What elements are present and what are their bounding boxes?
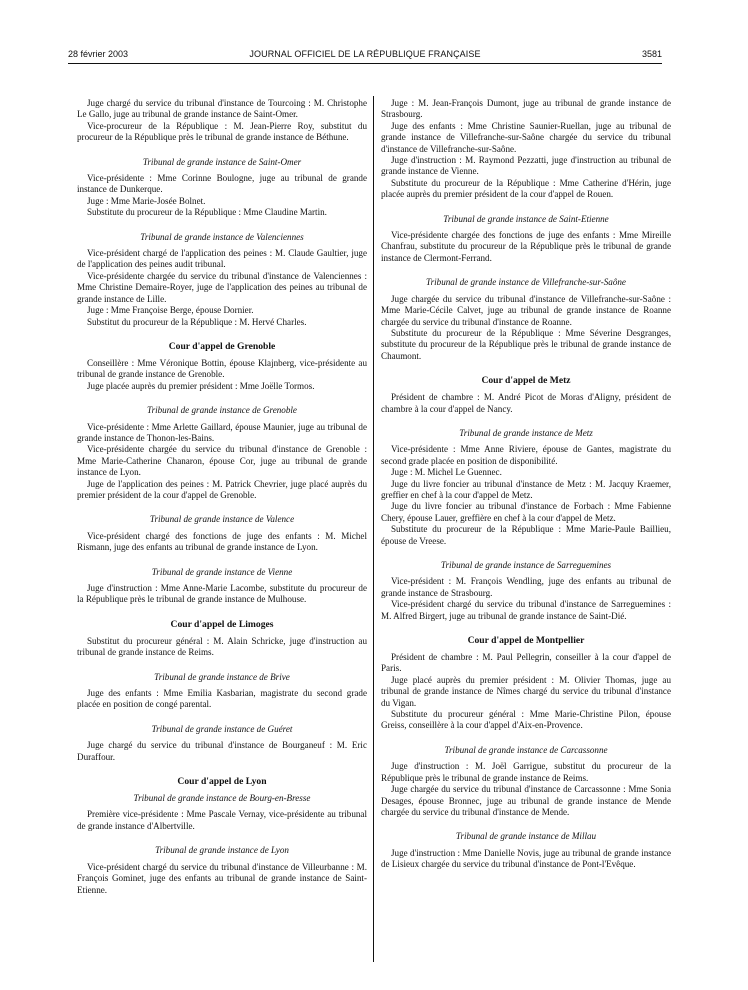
page-header	[68, 47, 662, 63]
paragraph: Juge des enfants : Mme Christine Saunier-Ruellan, juge au tribunal de grande instance de Villefranche-sur-Saône chargée du service du tribunal d'instance de Villefranche-sur-Saône.	[381, 120, 671, 154]
paragraph: Juge de l'application des peines : M. Patrick Chevrier, juge placé auprès du premier président de la cour d'appel de Grenoble.	[77, 478, 367, 500]
paragraph: Conseillère : Mme Véronique Bottin, épouse Klajnberg, vice-présidente au tribunal de grande instance de Grenoble.	[77, 357, 367, 380]
tribunal-heading: Tribunal de grande instance de Vienne	[151, 566, 293, 577]
tribunal-heading: Tribunal de grande instance de Saint-Etienne	[443, 213, 609, 224]
tribunal-heading: Tribunal de grande instance de Saint-Omer	[142, 156, 302, 167]
tribunal-heading: Tribunal de grande instance de Sarreguemines	[440, 560, 612, 570]
paragraph: Vice-présidente chargée des fonctions de juge des enfants : Mme Mireille Chanfrau, substitute du procureur de la République près le tribunal de grande instance de Clermont-Ferrand.	[381, 230, 671, 263]
paragraph: Vice-présidente chargée du service du tribunal d'instance de Grenoble : Mme Marie-Catherine Chanaron, épouse Cor, juge au tribunal de grande instance de Lyon.	[77, 444, 367, 478]
issue-date: 28 février 2003	[68, 49, 129, 59]
paragraph: Vice-procureur de la République : M. Jean-Pierre Roy, substitut du procureur de la République près le tribunal de grande instance de Béthune.	[77, 120, 367, 143]
paragraph: Juge : M. Jean-François Dumont, juge au tribunal de grande instance de Strasbourg.	[381, 98, 671, 120]
paragraph: Première vice-présidente : Mme Pascale Vernay, vice-présidente au tribunal de grande instance d'Albertville.	[77, 809, 367, 831]
paragraph: Juge chargé du service du tribunal d'instance de Bourganeuf : M. Eric Duraffour.	[77, 740, 367, 762]
paragraph: Juge chargée du service du tribunal d'instance de Carcassonne : Mme Sonia Desages, épouse Bronnec, juge au tribunal de grande instance de Mende chargée du service du tribunal d'instance de Mende.	[381, 784, 671, 817]
paragraph: Juge : M. Michel Le Guennec.	[391, 467, 502, 478]
paragraph: Vice-président : M. François Wendling, juge des enfants au tribunal de grande instance de Strasbourg.	[381, 576, 671, 598]
paragraph: Juge d'instruction : M. Raymond Pezzatti, juge d'instruction au tribunal de grande instance de Vienne.	[381, 155, 671, 177]
tribunal-heading: Tribunal de grande instance de Valence	[149, 514, 295, 525]
tribunal-heading: Tribunal de grande instance de Valenciennes	[140, 231, 304, 242]
paragraph: Juge d'instruction : Mme Anne-Marie Lacombe, substitute du procureur de la République près le tribunal de grande instance de Mulhouse.	[77, 583, 367, 605]
paragraph: Juge chargé du service du tribunal d'instance de Tourcoing : M. Christophe Le Gallo, juge au tribunal de grande instance de Saint-Omer.	[77, 98, 367, 120]
paragraph: Substitute du procureur de la République : Mme Séverine Desgranges, substitute du procureur de la République près le tribunal de grande instance de Chaumont.	[381, 327, 671, 361]
paragraph: Substitut du procureur de la République : M. Hervé Charles.	[87, 316, 307, 327]
tribunal-heading: Tribunal de grande instance de Metz	[459, 427, 593, 438]
paragraph: Substitute du procureur de la République : Mme Marie-Paule Baillieu, épouse de Vreese.	[381, 524, 671, 546]
paragraph: Juge placé auprès du premier président : M. Olivier Thomas, juge au tribunal de grande instance de Nîmes chargé du service du tribunal d'instance du Vigan.	[381, 674, 671, 708]
paragraph: Vice-président chargé de l'application des peines : M. Claude Gaultier, juge de l'application des peines audit tribunal.	[77, 248, 367, 270]
header-rule	[68, 63, 662, 64]
tribunal-heading: Tribunal de grande instance de Bourg-en-Bresse	[133, 793, 311, 804]
paragraph: Juge d'instruction : M. Joël Garrigue, substitut du procureur de la République près le tribunal de grande instance de Reims.	[381, 761, 671, 783]
column-divider	[373, 96, 374, 962]
page-number: 3581	[641, 49, 662, 59]
paragraph: Vice-présidente : Mme Arlette Gaillard, épouse Maunier, juge au tribunal de grande instance de Thonon-les-Bains.	[77, 421, 367, 443]
paragraph: Juge chargée du service du tribunal d'instance de Villefranche-sur-Saône : Mme Marie-Cécile Calvet, juge au tribunal de grande instance de Roanne chargée du service du tribunal d'instance de Roanne.	[381, 293, 671, 327]
right-column	[381, 98, 671, 871]
paragraph: Juge placée auprès du premier président : Mme Joëlle Tormos.	[87, 380, 315, 391]
court-heading: Cour d'appel de Lyon	[177, 776, 267, 788]
paragraph: Vice-présidente : Mme Corinne Boulogne, juge au tribunal de grande instance de Dunkerque.	[77, 173, 367, 195]
court-heading: Cour d'appel de Limoges	[170, 618, 274, 630]
tribunal-heading: Tribunal de grande instance de Grenoble	[147, 405, 297, 416]
paragraph: Vice-présidente : Mme Anne Riviere, épouse de Gantes, magistrate du second grade placée en position de disponibilité.	[381, 444, 671, 466]
paragraph: Vice-présidente chargée du service du tribunal d'instance de Valenciennes : Mme Christine Demaire-Royer, juge de l'application des peines au tribunal de grande instance de Lille.	[77, 270, 367, 304]
court-heading: Cour d'appel de Montpellier	[467, 635, 585, 647]
paragraph: Substitute du procureur de la République : Mme Catherine d'Hérin, juge placée auprès du premier président de la cour d'appel de Rouen.	[381, 177, 671, 200]
left-column	[77, 98, 367, 896]
paragraph: Substitute du procureur de la République : Mme Claudine Martin.	[87, 207, 327, 218]
paragraph: Juge d'instruction : Mme Danielle Novis, juge au tribunal de grande instance de Lisieux chargée du service du tribunal d'instance de Pont-l'Evêque.	[381, 847, 671, 870]
court-heading: Cour d'appel de Grenoble	[168, 340, 276, 352]
tribunal-heading: Tribunal de grande instance de Millau	[455, 831, 597, 842]
paragraph: Juge : Mme Françoise Berge, épouse Dornier.	[87, 305, 254, 316]
tribunal-heading: Tribunal de grande instance de Villefranche-sur-Saône	[426, 277, 626, 288]
paragraph: Président de chambre : M. Paul Pellegrin, conseiller à la cour d'appel de Paris.	[381, 652, 671, 674]
paragraph: Vice-président chargé du service du tribunal d'instance de Villeurbanne : M. François Gominet, juge des enfants au tribunal de grande instance de Saint-Etienne.	[77, 861, 367, 895]
paragraph: Substitute du procureur général : Mme Marie-Christine Pilon, épouse Greiss, conseillère à la cour d'appel d'Aix-en-Provence.	[381, 709, 671, 731]
journal-title: JOURNAL OFFICIEL DE LA RÉPUBLIQUE FRANÇAISE	[249, 49, 481, 59]
paragraph: Président de chambre : M. André Picot de Moras d'Aligny, président de chambre à la cour d'appel de Nancy.	[381, 392, 671, 414]
paragraph: Juge du livre foncier au tribunal d'instance de Metz : M. Jacquy Kraemer, greffier en chef à la cour d'appel de Metz.	[381, 478, 671, 500]
tribunal-heading: Tribunal de grande instance de Lyon	[155, 845, 289, 856]
paragraph: Juge du livre foncier au tribunal d'instance de Forbach : Mme Fabienne Chery, épouse Lauer, greffière en chef à la cour d'appel de Metz.	[381, 501, 671, 523]
paragraph: Vice-président chargé du service du tribunal d'instance de Sarreguemines : M. Alfred Birgert, juge au tribunal de grande instance de Saint-Dié.	[381, 599, 671, 621]
paragraph: Vice-président chargé des fonctions de juge des enfants : M. Michel Rismann, juge des enfants au tribunal de grande instance de Lyon.	[77, 530, 367, 553]
paragraph: Substitut du procureur général : M. Alain Schricke, juge d'instruction au tribunal de grande instance de Reims.	[77, 635, 367, 658]
tribunal-heading: Tribunal de grande instance de Carcassonne	[444, 744, 608, 755]
tribunal-heading: Tribunal de grande instance de Guéret	[151, 723, 293, 734]
paragraph: Juge : Mme Marie-Josée Bolnet.	[87, 195, 206, 206]
tribunal-heading: Tribunal de grande instance de Brive	[154, 671, 290, 682]
paragraph: Juge des enfants : Mme Emilia Kasbarian, magistrate du second grade placée en position de congé parental.	[77, 688, 367, 710]
court-heading: Cour d'appel de Metz	[481, 375, 571, 387]
